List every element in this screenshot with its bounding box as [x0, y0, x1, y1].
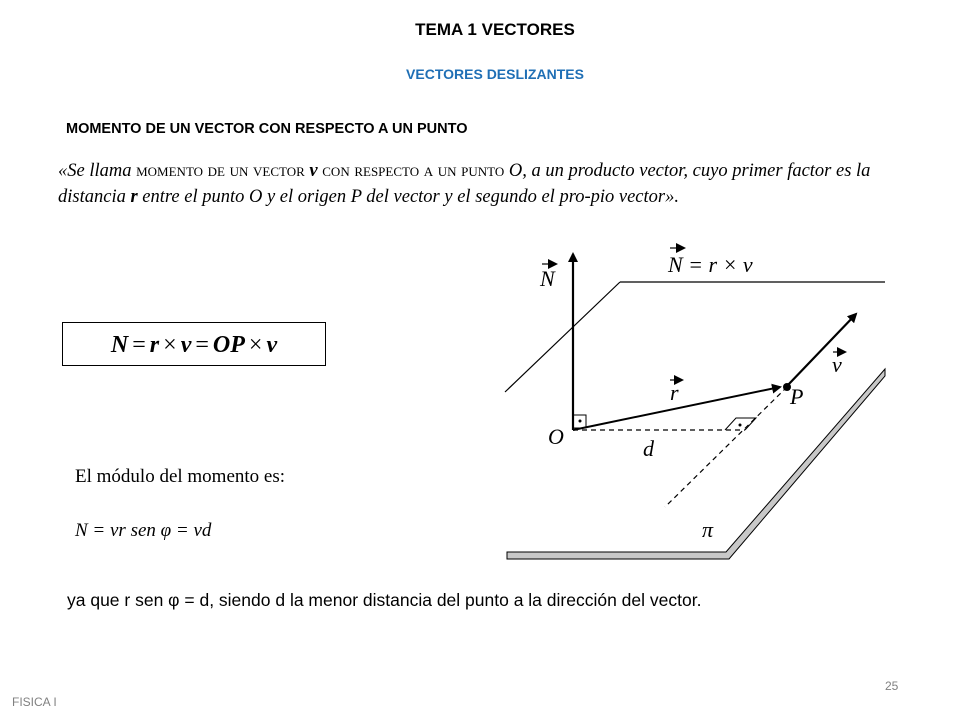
formula-v2: v	[266, 332, 278, 358]
footer-course: FISICA I	[12, 695, 57, 709]
modulus-label: El módulo del momento es:	[75, 466, 286, 487]
definition-part3: entre el punto O y el origen P del vector y el segundo el pro-pio vector	[137, 187, 666, 207]
definition-smallcaps-2: con respecto a un punto	[322, 161, 505, 181]
section-heading: MOMENTO DE UN VECTOR CON RESPECTO A UN PUNTO	[66, 121, 468, 137]
label-pi: π	[702, 517, 714, 542]
label-P: P	[790, 384, 804, 409]
line-of-action	[665, 387, 787, 507]
close-quote: ».	[665, 187, 679, 207]
formula-OP: OP	[212, 332, 245, 358]
label-N-formula: N = r × v	[668, 252, 753, 277]
formula-times2: ×	[248, 332, 263, 358]
label-O: O	[548, 424, 564, 449]
definition-text	[58, 158, 908, 210]
formula-eq2: =	[195, 332, 209, 358]
moment-formula-box	[62, 322, 326, 366]
moment-diagram	[500, 232, 900, 572]
page-subtitle: VECTORES DESLIZANTES	[406, 66, 584, 82]
explanation-note: ya que r sen φ = d, siendo d la menor distancia del punto a la dirección del vector.	[67, 590, 702, 610]
formula-times1: ×	[163, 332, 177, 358]
page-number: 25	[885, 679, 899, 693]
vector-v	[787, 314, 856, 386]
definition-vector-v: v	[309, 161, 318, 181]
open-quote: «	[58, 161, 68, 181]
plane-pi	[505, 282, 885, 559]
formula-v1: v	[180, 332, 192, 358]
definition-smallcaps-1: momento de un vector	[136, 161, 305, 181]
formula-eq1: =	[132, 332, 146, 358]
definition-vector-r: r	[130, 187, 138, 207]
page-title: TEMA 1 VECTORES	[415, 20, 575, 39]
definition-part1: Se llama	[67, 161, 137, 181]
formula-r: r	[149, 332, 160, 358]
label-v: v	[832, 352, 842, 377]
modulus-equation: N = vr sen φ = vd	[75, 520, 212, 541]
label-N: N	[540, 266, 555, 291]
label-d: d	[643, 436, 654, 461]
definition-part2: O, a un producto vector, cuyo primer factor es la distancia	[58, 161, 871, 207]
label-r: r	[670, 380, 679, 405]
formula-N: N	[110, 332, 129, 358]
